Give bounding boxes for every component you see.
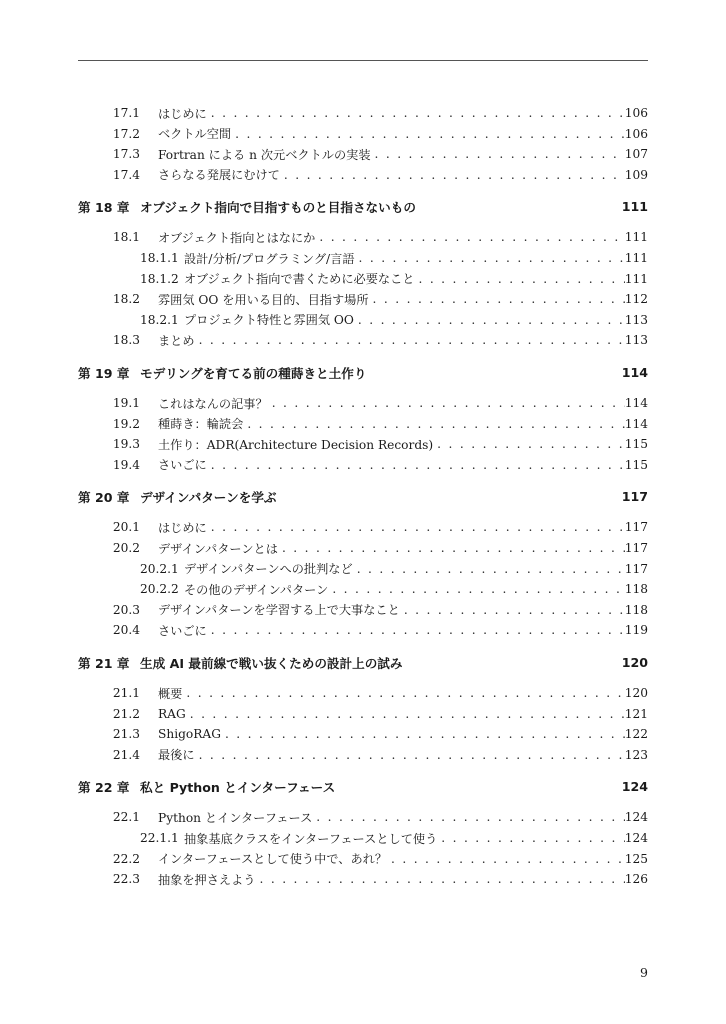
dot-leader xyxy=(433,437,625,451)
section-title: ShigoRAG xyxy=(158,727,221,742)
section-number: 21.4 xyxy=(112,747,140,762)
subsection-title: プロジェクト特性と雰囲気 OO xyxy=(184,313,354,328)
section-entry[interactable] xyxy=(78,517,648,537)
subsection-number: 20.2.2 xyxy=(140,582,179,597)
section-title: ベクトル空間 xyxy=(158,127,232,142)
section-title: まとめ xyxy=(158,333,195,348)
chapter-page: 111 xyxy=(621,198,648,214)
dot-leader xyxy=(186,707,625,721)
section-number: 20.3 xyxy=(112,602,140,617)
dot-leader xyxy=(278,541,625,555)
section-number: 19.2 xyxy=(112,416,140,431)
section-number: 22.2 xyxy=(112,851,140,866)
section-page: 109 xyxy=(624,167,648,182)
section-entry[interactable] xyxy=(78,683,648,703)
subsection-number: 18.1.2 xyxy=(140,271,179,286)
subsection-entry[interactable] xyxy=(78,269,648,289)
chapter-page: 124 xyxy=(621,778,648,794)
section-title: デザインパターンとは xyxy=(158,541,278,556)
subsection-page: 124 xyxy=(624,831,648,845)
section-title: 概要 xyxy=(158,686,183,701)
section-number: 17.3 xyxy=(112,147,140,162)
section-page: 114 xyxy=(624,396,648,410)
chapter-entry[interactable] xyxy=(78,652,648,672)
dot-leader xyxy=(371,147,625,161)
subsection-title: デザインパターンへの批判など xyxy=(184,562,353,577)
dot-leader xyxy=(207,458,625,472)
dot-leader xyxy=(387,852,625,866)
chapter-page: 117 xyxy=(621,488,648,504)
section-entry[interactable] xyxy=(78,455,648,475)
section-number: 17.2 xyxy=(112,126,140,141)
section-number: 18.2 xyxy=(112,292,140,307)
section-page: 115 xyxy=(624,457,648,472)
section-title: はじめに xyxy=(158,520,207,535)
subsection-page: 111 xyxy=(624,271,648,286)
section-number: 21.3 xyxy=(112,727,140,742)
section-page: 107 xyxy=(624,147,648,162)
section-title: さいごに xyxy=(158,458,207,473)
section-entry[interactable] xyxy=(78,538,648,558)
subsection-entry[interactable] xyxy=(78,559,648,579)
section-entry[interactable] xyxy=(78,724,648,744)
subsection-page: 117 xyxy=(624,561,648,576)
section-entry[interactable] xyxy=(78,144,648,164)
chapter-entry[interactable] xyxy=(78,486,648,506)
chapter-number: 第 22 章 xyxy=(78,779,130,795)
subsection-number: 22.1.1 xyxy=(140,831,179,845)
page-number: 9 xyxy=(640,965,648,980)
dot-leader xyxy=(231,127,625,141)
section-number: 20.2 xyxy=(112,541,140,555)
section-page: 123 xyxy=(624,747,648,762)
section-title: さいごに xyxy=(158,623,207,638)
chapter-title: オブジェクト指向で目指すものと目指さないもの xyxy=(140,199,416,215)
subsection-number: 20.2.1 xyxy=(140,561,179,576)
dot-leader xyxy=(207,623,625,637)
subsection-entry[interactable] xyxy=(78,828,648,848)
section-title: オブジェクト指向とはなにか xyxy=(158,230,316,245)
section-page: 117 xyxy=(624,520,648,535)
section-page: 113 xyxy=(624,333,648,348)
section-entry[interactable] xyxy=(78,434,648,454)
subsection-entry[interactable] xyxy=(78,248,648,268)
section-entry[interactable] xyxy=(78,227,648,247)
chapter-title: モデリングを育てる前の種蒔きと土作り xyxy=(140,365,367,381)
section-title: インターフェースとして使う中で、あれ？ xyxy=(158,852,388,867)
section-page: 112 xyxy=(624,292,648,307)
subsection-number: 18.1.1 xyxy=(140,251,179,265)
section-number: 17.4 xyxy=(112,167,140,182)
section-title: 最後に xyxy=(158,748,195,763)
section-number: 18.3 xyxy=(112,333,140,348)
section-page: 106 xyxy=(624,126,648,141)
section-page: 117 xyxy=(624,541,648,555)
section-title: デザインパターンを学習する上で大事なこと xyxy=(158,603,400,618)
chapter-number: 第 21 章 xyxy=(78,655,130,671)
dot-leader xyxy=(182,686,624,700)
section-entry[interactable] xyxy=(78,849,648,869)
chapter-entry[interactable] xyxy=(78,196,648,216)
section-page: 124 xyxy=(624,810,648,825)
section-page: 122 xyxy=(624,727,648,742)
subsection-page: 111 xyxy=(624,251,648,265)
chapter-title: デザインパターンを学ぶ xyxy=(140,489,277,505)
dot-leader xyxy=(243,417,624,431)
dot-leader xyxy=(207,520,625,534)
section-entry[interactable] xyxy=(78,330,648,350)
section-number: 17.1 xyxy=(112,106,140,120)
section-title: Python とインターフェース xyxy=(158,810,313,825)
section-title: RAG xyxy=(158,706,186,721)
dot-leader xyxy=(328,582,624,596)
section-entry[interactable] xyxy=(78,165,648,185)
subsection-page: 118 xyxy=(624,582,648,597)
section-title: はじめに xyxy=(158,106,207,121)
subsection-entry[interactable] xyxy=(78,579,648,599)
subsection-title: その他のデザインパターン xyxy=(184,582,329,597)
section-entry[interactable] xyxy=(78,620,648,640)
section-title: これはなんの記事？ xyxy=(158,396,268,411)
section-page: 118 xyxy=(624,602,648,617)
subsection-title: 抽象基底クラスをインターフェースとして使う xyxy=(184,831,438,846)
section-number: 19.3 xyxy=(112,437,140,452)
dot-leader xyxy=(207,106,625,120)
dot-leader xyxy=(195,333,625,347)
section-entry[interactable] xyxy=(78,704,648,724)
dot-leader xyxy=(312,810,624,824)
dot-leader xyxy=(437,831,624,845)
header-rule xyxy=(78,60,648,61)
subsection-title: オブジェクト指向で書くために必要なこと xyxy=(184,272,415,287)
section-page: 106 xyxy=(624,106,648,120)
subsection-page: 113 xyxy=(624,312,648,327)
chapter-number: 第 19 章 xyxy=(78,365,130,381)
chapter-page: 114 xyxy=(621,364,648,380)
section-entry[interactable] xyxy=(78,600,648,620)
dot-leader xyxy=(195,748,625,762)
section-title: 種蒔き：輪読会 xyxy=(158,417,244,432)
section-page: 120 xyxy=(624,686,648,700)
section-title: Fortran による n 次元ベクトルの実装 xyxy=(158,147,371,162)
section-page: 119 xyxy=(624,623,648,638)
dot-leader xyxy=(414,272,624,286)
chapter-title: 生成 AI 最前線で戦い抜くための設計上の試み xyxy=(140,655,403,671)
subsection-entry[interactable] xyxy=(78,310,648,330)
section-page: 125 xyxy=(624,851,648,866)
section-title: 抽象を押さえよう xyxy=(158,872,256,887)
section-page: 114 xyxy=(624,416,648,431)
section-title: 雰囲気 OO を用いる目的、目指す場所 xyxy=(158,292,369,307)
chapter-entry[interactable] xyxy=(78,776,648,796)
section-number: 18.1 xyxy=(112,230,140,245)
chapter-number: 第 18 章 xyxy=(78,199,130,215)
section-number: 20.4 xyxy=(112,623,140,638)
section-number: 20.1 xyxy=(112,520,140,535)
section-page: 126 xyxy=(624,872,648,887)
section-number: 22.3 xyxy=(112,872,140,887)
section-entry[interactable] xyxy=(78,869,648,889)
section-number: 19.1 xyxy=(112,396,140,410)
dot-leader xyxy=(221,727,625,741)
chapter-entry[interactable] xyxy=(78,362,648,382)
chapter-number: 第 20 章 xyxy=(78,489,130,505)
section-entry[interactable] xyxy=(78,807,648,827)
dot-leader xyxy=(280,168,625,182)
dot-leader xyxy=(369,292,625,306)
subsection-title: 設計/分析/プログラミング/言語 xyxy=(184,251,355,266)
section-entry[interactable] xyxy=(78,414,648,434)
chapter-title: 私と Python とインターフェース xyxy=(140,779,336,795)
section-number: 22.1 xyxy=(112,810,140,825)
section-title: さらなる発展にむけて xyxy=(158,168,280,183)
section-number: 19.4 xyxy=(112,457,140,472)
section-entry[interactable] xyxy=(78,124,648,144)
dot-leader xyxy=(256,872,625,886)
dot-leader xyxy=(355,251,625,265)
section-number: 21.1 xyxy=(112,686,140,700)
dot-leader xyxy=(315,230,624,244)
dot-leader xyxy=(268,396,625,410)
section-entry[interactable] xyxy=(78,745,648,765)
dot-leader xyxy=(354,313,625,327)
section-entry[interactable] xyxy=(78,289,648,309)
section-title: 土作り：ADR(Architecture Decision Records) xyxy=(158,437,434,452)
section-page: 111 xyxy=(624,230,648,245)
chapter-page: 120 xyxy=(621,654,648,670)
section-page: 115 xyxy=(624,437,648,452)
subsection-number: 18.2.1 xyxy=(140,312,179,327)
dot-leader xyxy=(400,603,625,617)
section-entry[interactable] xyxy=(78,393,648,413)
dot-leader xyxy=(353,562,625,576)
section-entry[interactable] xyxy=(78,103,648,123)
section-number: 21.2 xyxy=(112,706,140,721)
section-page: 121 xyxy=(624,706,648,721)
